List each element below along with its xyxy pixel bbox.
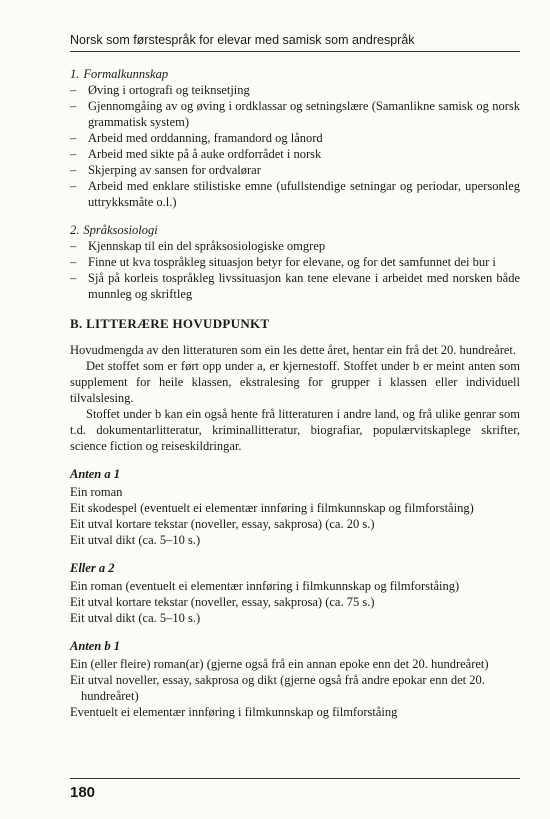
paragraph: Hovudmengda av den litteraturen som ein les dette året, hentar ein frå det 20. hundreåret.: [70, 343, 517, 357]
list-item: – Arbeid med enklare stilistiske emne (ufullstendige setningar og periodar, upersonleg uttrykksmåte o.l.): [70, 178, 520, 210]
list-item: – Kjennskap til ein del språksosiologiske omgrep: [70, 238, 520, 254]
page-number: 180: [70, 784, 96, 801]
block-list: [70, 656, 520, 720]
section-1-number: 1.: [70, 67, 80, 81]
list-item: – Øving i ortografi og teiknsetjing: [70, 82, 520, 98]
block-line: Eit utval noveller, essay, sakprosa og dikt (gjerne også frå andre epokar enn det 20. hundreåret): [70, 673, 485, 703]
list-item: – Finne ut kva tospråkleg situasjon betyr for elevane, og for det samfunnet dei bur i: [70, 254, 520, 270]
section-1-title-text: Formalkunnskap: [83, 67, 169, 81]
block-line: Ein roman: [70, 485, 123, 499]
list-item: – Sjå på korleis tospråkleg livssituasjon kan tene elevane i arbeidet med norsken både munnleg og skriftleg: [70, 270, 520, 302]
heading-b: B. LITTERÆRE HOVUDPUNKT: [70, 316, 270, 331]
section-2-title-text: Språksosiologi: [83, 223, 158, 237]
block-line: Eit utval kortare tekstar (noveller, essay, sakprosa) (ca. 20 s.): [70, 517, 375, 531]
page-content: [70, 66, 520, 720]
block-title: Eller a 2: [70, 561, 115, 575]
block-title: Anten b 1: [70, 639, 121, 653]
section-2-number: 2.: [70, 223, 80, 237]
running-head: Norsk som førstespråk for elevar med samisk som andrespråk: [70, 33, 415, 47]
section-2-list: [70, 238, 520, 302]
list-item: – Skjerping av sansen for ordvalørar: [70, 162, 520, 178]
list-item: – Gjennomgåing av og øving i ordklassar og setningslære (Samanlikne samisk og norsk grammatisk system): [70, 98, 520, 130]
header-rule: [70, 51, 520, 52]
list-item: – Arbeid med sikte på å auke ordforrådet i norsk: [70, 146, 520, 162]
paragraph: Det stoffet som er ført opp under a, er kjernestoff. Stoffet under b er meint anten som supplement for heile klassen, ekstralesing for grupper i klassen eller individuell tilvalslesing.: [70, 359, 520, 405]
block-title: Anten a 1: [70, 467, 121, 481]
section-1-list: [70, 82, 520, 210]
section-1-title: [70, 66, 520, 82]
paragraph: Stoffet under b kan ein også hente frå litteraturen i andre land, og frå ulike genrar som t.d. dokumentarlitteratur, kriminallitteratur, biografiar, populærvitskaplege skrifter, science fiction og reiseskildringar.: [70, 407, 520, 453]
block-line: Eit utval dikt (ca. 5–10 s.): [70, 611, 201, 625]
footer-rule: [70, 778, 520, 779]
list-item: – Arbeid med orddanning, framandord og lånord: [70, 130, 520, 146]
block-list: [70, 578, 520, 626]
block-line: Eventuelt ei elementær innføring i filmkunnskap og filmforståing: [70, 705, 398, 719]
section-2-title: [70, 222, 520, 238]
block-line: Ein (eller fleire) roman(ar) (gjerne også frå ein annan epoke enn det 20. hundreåret): [70, 657, 489, 671]
block-line: Eit skodespel (eventuelt ei elementær innføring i filmkunnskap og filmforståing): [70, 501, 474, 515]
block-list: [70, 484, 520, 548]
block-line: Ein roman (eventuelt ei elementær innføring i filmkunnskap og filmforståing): [70, 579, 460, 593]
block-line: Eit utval kortare tekstar (noveller, essay, sakprosa) (ca. 75 s.): [70, 595, 375, 609]
block-line: Eit utval dikt (ca. 5–10 s.): [70, 533, 201, 547]
